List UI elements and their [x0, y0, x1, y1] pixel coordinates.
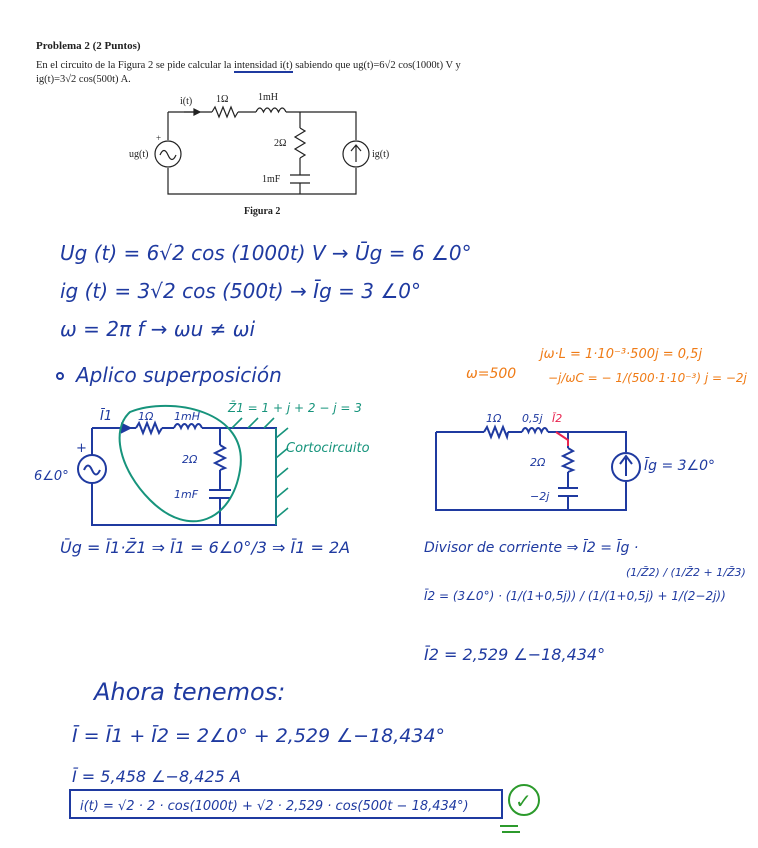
left-label-plus: + [76, 441, 87, 456]
note-i-result: Ī = 5,458 ∠−8,425 A [72, 767, 241, 786]
note-divisor-frac: (1/Z̄2) / (1/Z̄2 + 1/Z̄3) [626, 566, 746, 579]
fig-label-l: 1mH [258, 92, 278, 103]
fig-label-r1: 1Ω [216, 94, 229, 105]
note-i2-calc: Ī2 = (3∠0°) · (1/(1+0,5j)) / (1/(1+0,5j) + 1/(2−2j)) [424, 589, 726, 603]
fig-label-r2: 2Ω [274, 138, 287, 149]
fig-label-plus: + [156, 133, 162, 143]
i2-arrow [556, 432, 568, 446]
note-line-4: Aplico superposición [76, 363, 282, 387]
note-jwl: jω·L = 1·10⁻³·500j = 0,5j [540, 347, 703, 362]
fig-label-ig: ig(t) [372, 149, 390, 160]
right-label-r: 1Ω [486, 412, 502, 425]
note-i2-result: Ī2 = 2,529 ∠−18,434° [424, 645, 606, 664]
right-label-c: −2j [530, 490, 550, 503]
left-label-r2: 2Ω [182, 453, 198, 466]
note-ahora: Ahora tenemos: [94, 678, 286, 706]
eq-left: Ūg = Ī1·Z̄1 ⇒ Ī1 = 6∠0°/3 ⇒ Ī1 = 2A [60, 538, 351, 557]
final-answer: i(t) = √2 · 2 · cos(1000t) + √2 · 2,529 · cos(500t − 18,434°) [80, 799, 469, 814]
right-label-l: 0,5j [522, 412, 543, 425]
note-short: Cortocircuito [286, 441, 370, 456]
right-label-r2: 2Ω [530, 456, 546, 469]
problem-title: Problema 2 (2 Puntos) [36, 40, 141, 52]
left-label-i1: Ī1 [100, 409, 113, 424]
note-line-2: ig (t) = 3√2 cos (500t) → Īg = 3 ∠0° [60, 279, 421, 303]
left-label-r: 1Ω [138, 410, 154, 423]
double-underline [500, 826, 520, 832]
left-label-l: 1mH [174, 410, 200, 423]
statement-underlined: intensidad i(t) [233, 60, 293, 71]
check-icon: ✓ [515, 789, 532, 813]
figure-caption: Figura 2 [244, 206, 281, 217]
note-z1: Z̄1 = 1 + j + 2 − j = 3 [228, 401, 362, 415]
statement-part-2: sabiendo que u [292, 60, 359, 71]
left-circuit [78, 423, 276, 525]
left-label-src: 6∠0° [34, 469, 69, 484]
fig-label-c: 1mF [262, 174, 281, 185]
statement-ug: g(t)=6√2 cos(1000t) V y [358, 60, 461, 71]
statement-part-1: En el circuito de la Figura 2 se pide calcular la [36, 60, 234, 71]
statement-line-2: ig(t)=3√2 cos(500t) A. [36, 74, 131, 85]
note-jwc: −j/ωC = − 1/(500·1·10⁻³) j = −2j [548, 371, 747, 385]
right-label-i2: Ī2 [552, 412, 563, 425]
bullet-icon [57, 373, 63, 379]
right-label-ig: Īg = 3∠0° [644, 458, 716, 474]
note-divisor: Divisor de corriente ⇒ Ī2 = Īg · [424, 540, 639, 556]
note-line-1: Ug (t) = 6√2 cos (1000t) V → Ūg = 6 ∠0° [60, 241, 472, 265]
fig-label-ug: ug(t) [129, 149, 149, 160]
note-sum: Ī = Ī1 + Ī2 = 2∠0° + 2,529 ∠−18,434° [72, 725, 446, 747]
left-label-c: 1mF [174, 488, 199, 501]
note-w500: ω=500 [466, 366, 517, 382]
fig-label-it: i(t) [180, 96, 193, 107]
note-line-3: ω = 2π f → ωu ≠ ωi [60, 317, 256, 341]
